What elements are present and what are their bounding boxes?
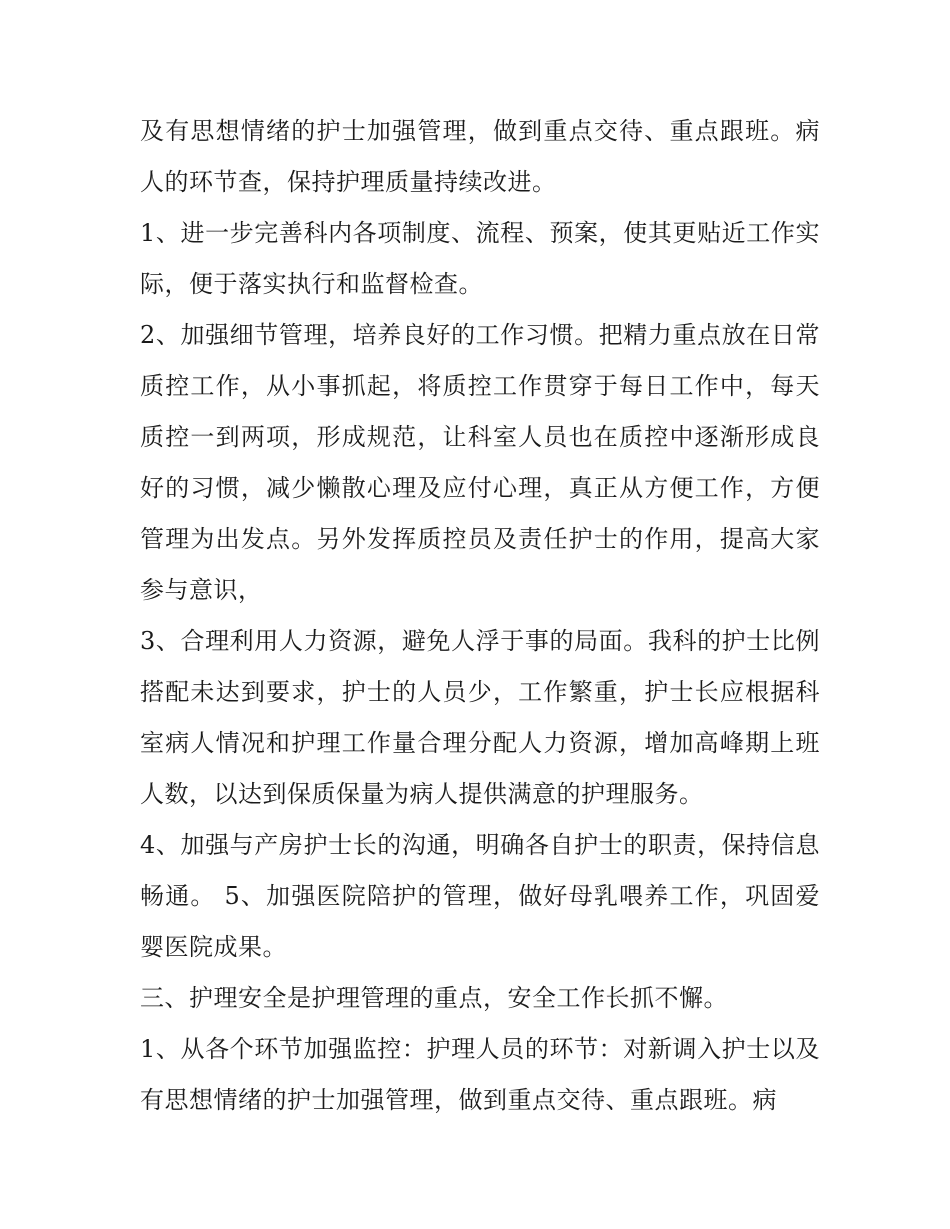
paragraph-item-4-5: 4、加强与产房护士长的沟通，明确各自护士的职责，保持信息畅通。 5、加强医院陪护的管理，做好母乳喂养工作，巩固爱婴医院成果。 bbox=[140, 831, 820, 961]
paragraph-item-1: 1、进一步完善科内各项制度、流程、预案，使其更贴近工作实际，便于落实执行和监督检查。 bbox=[140, 219, 820, 298]
section-heading-3: 三、护理安全是护理管理的重点，安全工作长抓不懈。 bbox=[140, 984, 728, 1012]
paragraph-continuation: 及有思想情绪的护士加强管理，做到重点交待、重点跟班。病人的环节查，保持护理质量持续改进。 bbox=[140, 117, 820, 196]
paragraph-item-3: 3、合理利用人力资源，避免人浮于事的局面。我科的护士比例搭配未达到要求，护士的人员少，工作繁重，护士长应根据科室病人情况和护理工作量合理分配人力资源，增加高峰期上班人数，以达到保质保量为病人提供满意的护理服务。 bbox=[140, 627, 820, 808]
document-page bbox=[140, 106, 820, 1126]
paragraph-section-3-item-1: 1、从各个环节加强监控：护理人员的环节：对新调入护士以及有思想情绪的护士加强管理，做到重点交待、重点跟班。病 bbox=[140, 1035, 820, 1114]
paragraph-item-2: 2、加强细节管理，培养良好的工作习惯。把精力重点放在日常质控工作，从小事抓起，将质控工作贯穿于每日工作中，每天质控一到两项，形成规范，让科室人员也在质控中逐渐形成良好的习惯，减少懒散心理及应付心理，真正从方便工作，方便管理为出发点。另外发挥质控员及责任护士的作用，提高大家参与意识， bbox=[140, 321, 820, 604]
